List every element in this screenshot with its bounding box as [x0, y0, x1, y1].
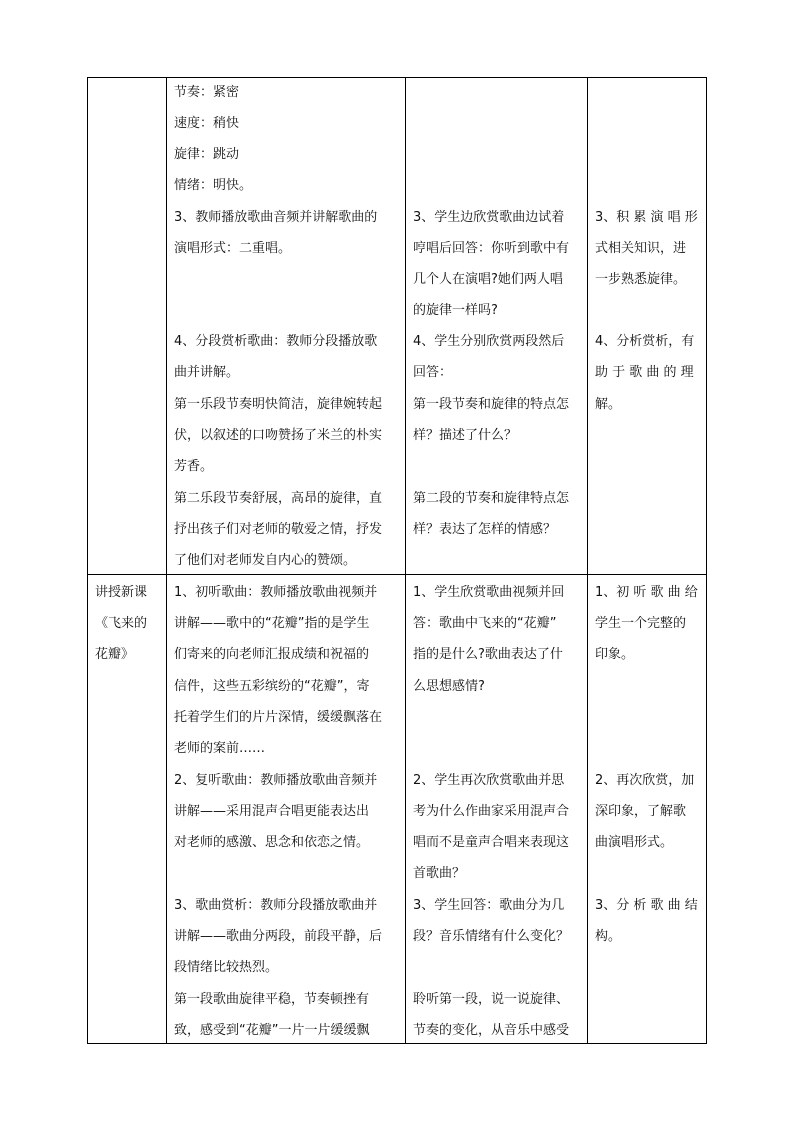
text-line: 第一乐段节奏明快简洁，旋律婉转起 — [174, 397, 383, 412]
text-line: 2、学生再次欣赏歌曲并思 — [413, 773, 565, 788]
table-border-left — [87, 77, 88, 1044]
text-line: 讲解——采用混声合唱更能表达出 — [174, 804, 370, 819]
text-line: 助 于 歌 曲 的 理 — [595, 365, 694, 380]
text-line: 4、分段赏析歌曲：教师分段播放歌 — [174, 334, 378, 349]
table-col-divider-1 — [166, 77, 167, 1044]
text-line: 一步熟悉旋律。 — [595, 272, 687, 287]
text-line: 3、学生边欣赏歌曲边试着 — [413, 210, 565, 225]
text-line: 讲解——歌中的“花瓣”指的是学生 — [174, 616, 370, 631]
text-line: 1、初 听 歌 曲 给 — [595, 585, 698, 600]
text-line: 曲演唱形式。 — [595, 835, 674, 850]
text-line: 速度：稍快 — [174, 116, 240, 131]
text-line: 第一段节奏和旋律的特点怎 — [413, 397, 570, 412]
text-line: 解。 — [595, 397, 622, 412]
text-line: 学生一个完整的 — [595, 616, 687, 631]
text-line: 3、积 累 演 唱 形 — [595, 210, 698, 225]
text-line: 伏，以叙述的口吻赞扬了米兰的朴实 — [174, 428, 383, 443]
text-line: 演唱形式：二重唱。 — [174, 241, 292, 256]
text-line: 芳香。 — [174, 459, 214, 474]
text-line: 唱而不是童声合唱来表现这 — [413, 835, 570, 850]
text-line: 老师的案前…… — [174, 741, 266, 756]
text-line: 曲并讲解。 — [174, 365, 240, 380]
text-line: 聆听第一段，说一说旋律、 — [413, 992, 570, 1007]
text-line: 的旋律一样吗? — [413, 303, 498, 318]
text-line: 情绪：明快。 — [174, 178, 253, 193]
text-line: 1、初听歌曲：教师播放歌曲视频并 — [174, 585, 378, 600]
text-line: 段？音乐情绪有什么变化？ — [413, 929, 570, 944]
text-line: 讲解——歌曲分两段，前段平静，后 — [174, 929, 383, 944]
text-line: 第一段歌曲旋律平稳，节奏顿挫有 — [174, 992, 370, 1007]
text-line: 4、分析赏析，有 — [595, 334, 695, 349]
text-line: 4、学生分别欣赏两段然后 — [413, 334, 565, 349]
text-line: 《飞来的 — [95, 616, 148, 631]
text-line: 节奏：紧密 — [174, 85, 240, 100]
text-line: 构。 — [595, 929, 622, 944]
text-line: 花瓣》 — [95, 647, 135, 662]
text-line: 了他们对老师发自内心的赞颂。 — [174, 553, 357, 568]
text-line: 3、歌曲赏析：教师分段播放歌曲并 — [174, 898, 378, 913]
text-line: 托着学生们的片片深情，缓缓飘落在 — [174, 710, 383, 725]
text-line: 么思想感情? — [413, 679, 485, 694]
text-line: 3、学生回答：歌曲分为几 — [413, 898, 565, 913]
text-line: 第二段的节奏和旋律特点怎 — [413, 491, 570, 506]
text-line: 段情绪比较热烈。 — [174, 960, 279, 975]
text-line: 样？表达了怎样的情感？ — [413, 522, 557, 537]
text-line: 抒出孩子们对老师的敬爱之情，抒发 — [174, 522, 383, 537]
text-line: 3、教师播放歌曲音频并讲解歌曲的 — [174, 210, 378, 225]
table-border-right — [706, 77, 707, 1044]
text-line: 致，感受到“花瓣”一片一片缓缓飘 — [174, 1023, 370, 1038]
text-line: 1、学生欣赏歌曲视频并回 — [413, 585, 565, 600]
text-line: 深印象，了解歌 — [595, 804, 687, 819]
text-line: 考为什么作曲家采用混声合 — [413, 804, 570, 819]
text-line: 节奏的变化，从音乐中感受 — [413, 1023, 570, 1038]
text-line: 式相关知识，进 — [595, 241, 687, 256]
text-line: 对老师的感激、思念和依恋之情。 — [174, 835, 370, 850]
text-line: 第二乐段节奏舒展，高昂的旋律，直 — [174, 491, 383, 506]
text-line: 信件，这些五彩缤纷的“花瓣”，寄 — [174, 679, 370, 694]
text-line: 首歌曲？ — [413, 866, 466, 881]
text-line: 讲授新课 — [95, 585, 148, 600]
text-line: 样？描述了什么？ — [413, 428, 518, 443]
text-line: 旋律：跳动 — [174, 147, 240, 162]
text-line: 几个人在演唱?她们两人唱 — [413, 272, 563, 287]
text-line: 答：歌曲中飞来的“花瓣” — [413, 616, 557, 631]
text-line: 回答： — [413, 365, 453, 380]
text-line: 指的是什么?歌曲表达了什 — [413, 647, 563, 662]
text-line: 们寄来的向老师汇报成绩和祝福的 — [174, 647, 370, 662]
table-col-divider-3 — [587, 77, 588, 1044]
table-col-divider-2 — [405, 77, 406, 1044]
text-line: 哼唱后回答：你听到歌中有 — [413, 241, 570, 256]
text-line: 2、复听歌曲：教师播放歌曲音频并 — [174, 773, 378, 788]
text-line: 印象。 — [595, 647, 635, 662]
text-line: 3、分 析 歌 曲 结 — [595, 898, 698, 913]
text-line: 2、再次欣赏，加 — [595, 773, 695, 788]
